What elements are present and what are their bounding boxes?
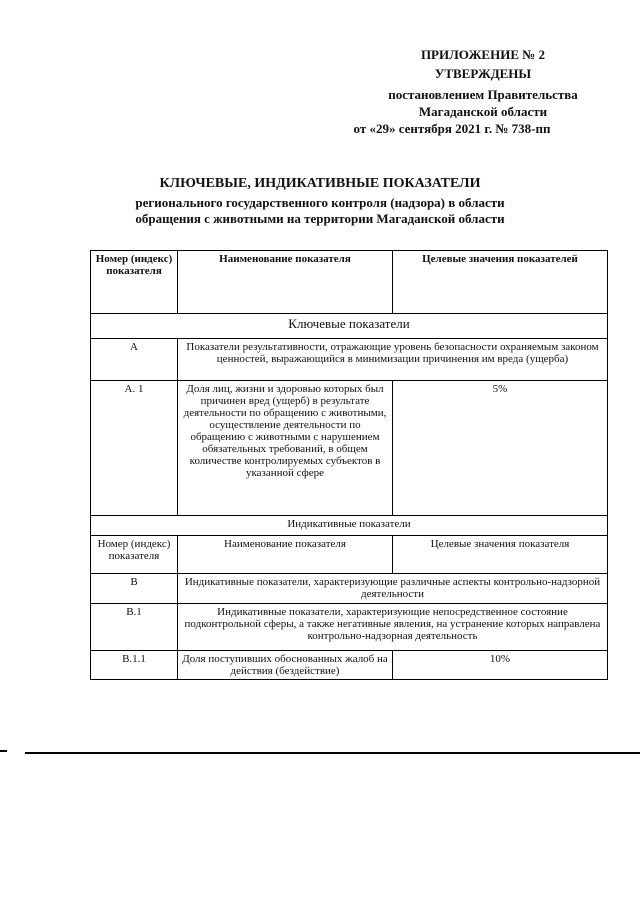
page-divider xyxy=(25,752,640,754)
approval-date: от «29» сентября 2021 г. № 738-пп xyxy=(353,121,551,136)
document-subtitle-line1: регионального государственного контроля (надзора) в области xyxy=(135,195,505,210)
row-number: В.1.1 xyxy=(91,651,178,680)
row-name: Доля поступивших обоснованных жалоб на действия (бездействие) xyxy=(178,651,393,680)
header-name: Наименование показателя xyxy=(178,536,393,574)
table-header-row xyxy=(91,536,608,574)
row-text: Индикативные показатели, характеризующие непосредственное состояние подконтрольной сферы, а также негативные явления, на устранение которых направлена контрольно-надзорная деятельность xyxy=(178,604,608,651)
approved-by-line1: постановлением Правительства xyxy=(388,87,578,102)
section-row xyxy=(91,516,608,536)
edge-mark xyxy=(0,750,7,752)
header-target: Целевые значения показателей xyxy=(393,251,608,314)
document-header xyxy=(383,46,583,124)
section-key-indicators: Ключевые показатели xyxy=(91,314,608,339)
row-text: Индикативные показатели, характеризующие различные аспекты контрольно-надзорной деятельности xyxy=(178,574,608,604)
indicators-table xyxy=(90,250,608,680)
table-row xyxy=(91,381,608,516)
document-subtitle-line2: обращения с животными на территории Магаданской области xyxy=(135,211,505,226)
table-header-row xyxy=(91,251,608,314)
header-name: Наименование показателя xyxy=(178,251,393,314)
row-number: А. 1 xyxy=(91,381,178,516)
row-name: Доля лиц, жизни и здоровью которых был причинен вред (ущерб) в результате деятельности по обращению с животными, осуществление деятельности по обращению с животными с нарушением обязательных требований, в общем количестве контролируемых субъектов в указанной сфере xyxy=(178,381,393,516)
header-target: Целевые значения показателя xyxy=(393,536,608,574)
section-row xyxy=(91,314,608,339)
row-number: В.1 xyxy=(91,604,178,651)
header-number: Номер (индекс) показателя xyxy=(91,536,178,574)
section-indicative-indicators: Индикативные показатели xyxy=(91,516,608,536)
row-number: В xyxy=(91,574,178,604)
table-row xyxy=(91,339,608,381)
table-row xyxy=(91,574,608,604)
header-number: Номер (индекс) показателя xyxy=(91,251,178,314)
approved-by-line2: Магаданской области xyxy=(418,104,548,119)
table-row xyxy=(91,651,608,680)
appendix-label: ПРИЛОЖЕНИЕ № 2 xyxy=(420,47,546,62)
document-title: КЛЮЧЕВЫЕ, ИНДИКАТИВНЫЕ ПОКАЗАТЕЛИ xyxy=(159,176,481,191)
row-number: А xyxy=(91,339,178,381)
table-row xyxy=(91,604,608,651)
approved-label: УТВЕРЖДЕНЫ xyxy=(434,66,532,81)
row-target: 5% xyxy=(393,381,608,516)
row-target: 10% xyxy=(393,651,608,680)
row-text: Показатели результативности, отражающие уровень безопасности охраняемым законом ценностей, выражающийся в минимизации причинения им вреда (ущерба) xyxy=(178,339,608,381)
